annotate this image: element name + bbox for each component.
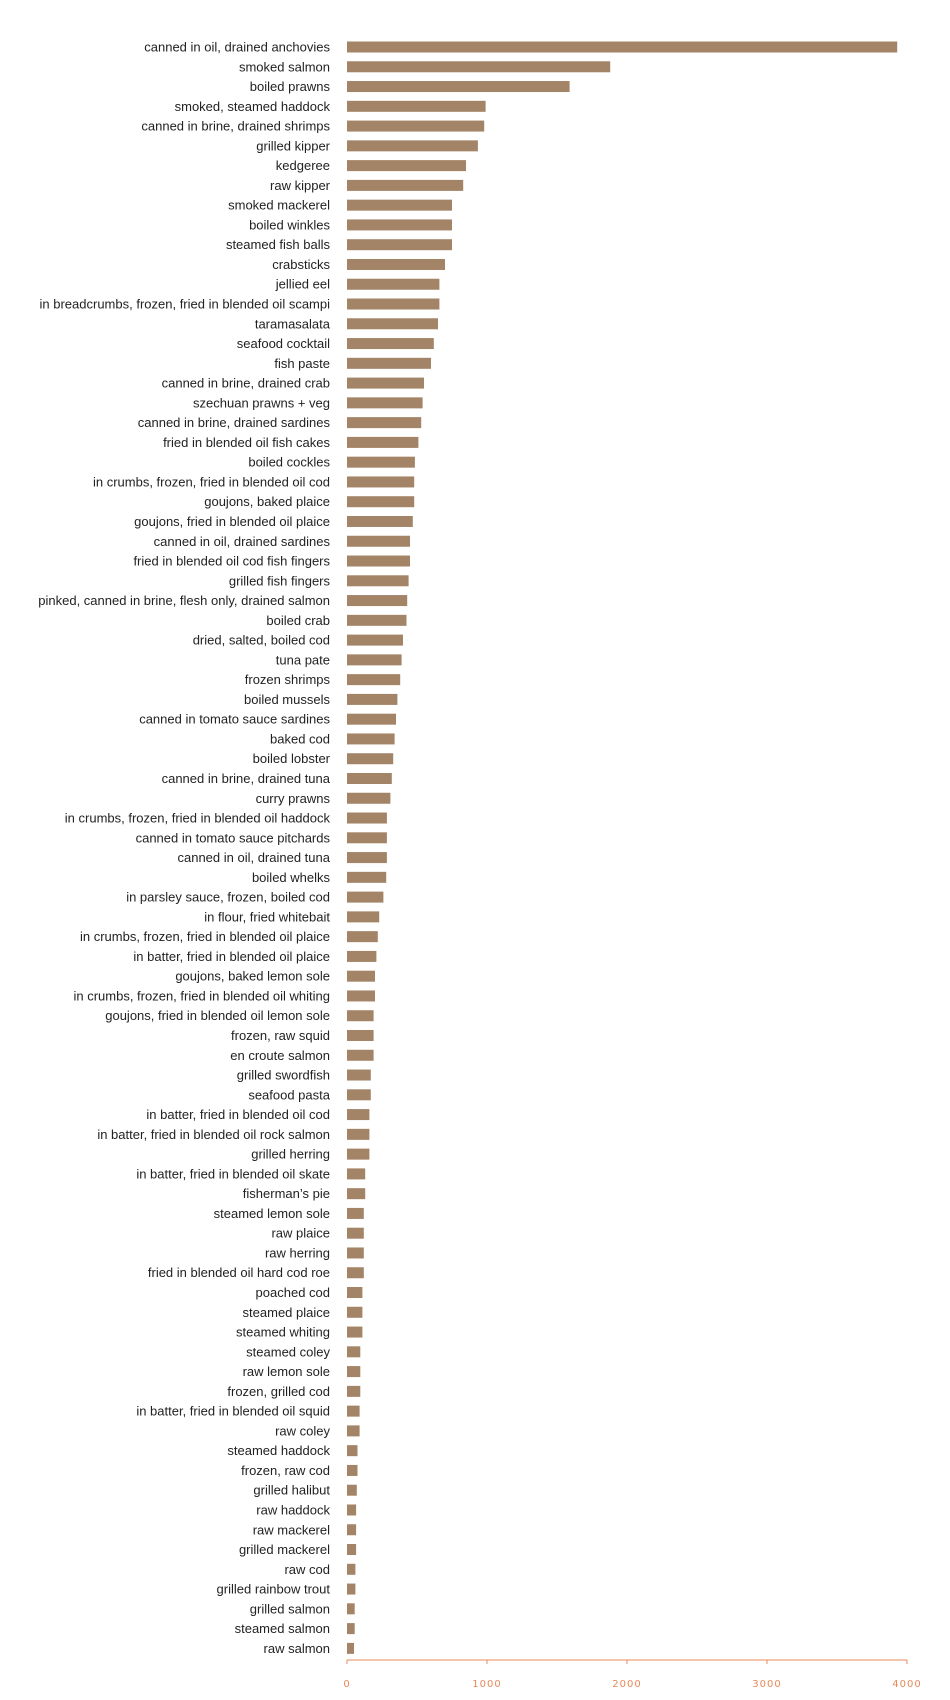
bar [347, 753, 393, 764]
category-label: raw herring [264, 1245, 330, 1261]
category-label: steamed whiting [236, 1324, 330, 1340]
bar [347, 42, 897, 53]
bar [347, 615, 407, 626]
category-label: in batter, fried in blended oil rock salmon [97, 1126, 330, 1142]
category-label: fried in blended oil hard cod roe [147, 1265, 330, 1281]
bar [347, 160, 466, 171]
bar [347, 1623, 355, 1634]
bar [347, 773, 392, 784]
category-label: in crumbs, frozen, fried in blended oil haddock [64, 810, 330, 826]
category-label: fried in blended oil cod fish fingers [133, 553, 330, 569]
category-label: canned in oil, drained tuna [177, 850, 330, 866]
category-label: raw lemon sole [242, 1364, 330, 1380]
category-label: raw salmon [263, 1640, 330, 1656]
category-label: raw coley [275, 1423, 330, 1439]
category-label: goujons, fried in blended oil plaice [134, 513, 330, 529]
category-label: taramasalata [254, 316, 330, 332]
category-label: en croute salmon [230, 1047, 330, 1063]
category-label: grilled mackerel [238, 1542, 330, 1558]
bar [347, 1643, 354, 1654]
bar [347, 239, 452, 250]
x-tick-label: 4000 [892, 1679, 922, 1690]
category-label: steamed lemon sole [213, 1205, 330, 1221]
x-tick-label: 3000 [752, 1679, 782, 1690]
category-label: raw kipper [270, 177, 330, 193]
category-label: in batter, fried in blended oil skate [136, 1166, 330, 1182]
category-label: canned in oil, drained sardines [153, 533, 330, 549]
bar [347, 931, 378, 942]
bar [347, 911, 379, 922]
category-label: seafood pasta [248, 1087, 330, 1103]
bar [347, 140, 478, 151]
x-tick-label: 1000 [472, 1679, 502, 1690]
category-label: grilled herring [251, 1146, 330, 1162]
category-label: steamed haddock [227, 1443, 330, 1459]
category-label: goujons, baked lemon sole [175, 968, 330, 984]
category-label: boiled prawns [249, 79, 330, 95]
category-label: frozen shrimps [244, 672, 330, 688]
bar [347, 1030, 374, 1041]
bar [347, 1366, 360, 1377]
bar [347, 457, 415, 468]
category-label: boiled whelks [251, 869, 330, 885]
bar [347, 1445, 358, 1456]
bar [347, 397, 423, 408]
category-label: dried, salted, boiled cod [192, 632, 330, 648]
bar [347, 1208, 364, 1219]
category-label: seafood cocktail [236, 336, 330, 352]
category-label: canned in tomato sauce pitchards [135, 830, 330, 846]
bars-group [347, 42, 897, 1654]
bar [347, 1188, 365, 1199]
category-label: steamed plaice [242, 1304, 330, 1320]
bar [347, 556, 410, 567]
category-label: steamed fish balls [225, 237, 330, 253]
category-label: raw plaice [271, 1225, 330, 1241]
bar [347, 378, 424, 389]
x-axis [343, 1660, 921, 1690]
category-label: raw cod [284, 1561, 330, 1577]
category-label: canned in brine, drained crab [161, 375, 330, 391]
category-label: smoked salmon [238, 59, 330, 75]
bar [347, 714, 396, 725]
bar [347, 536, 410, 547]
bar [347, 1386, 360, 1397]
bar [347, 358, 431, 369]
bar [347, 733, 395, 744]
bar [347, 595, 407, 606]
bar [347, 1247, 364, 1258]
category-label: fisherman’s pie [242, 1186, 330, 1202]
bar [347, 1228, 364, 1239]
bar [347, 299, 439, 310]
bar [347, 1070, 371, 1081]
category-label: grilled kipper [256, 138, 330, 154]
category-label: smoked, steamed haddock [174, 98, 330, 114]
category-label: in crumbs, frozen, fried in blended oil plaice [79, 929, 330, 945]
bar [347, 121, 484, 132]
bar [347, 1129, 369, 1140]
category-label: raw mackerel [252, 1522, 330, 1538]
bar [347, 1564, 355, 1575]
bar [347, 852, 387, 863]
bar [347, 417, 421, 428]
category-label: steamed salmon [234, 1621, 330, 1637]
category-label: steamed coley [246, 1344, 330, 1360]
category-label: grilled rainbow trout [216, 1581, 330, 1597]
bar [347, 990, 375, 1001]
bar [347, 338, 434, 349]
bar [347, 1287, 362, 1298]
category-label: canned in brine, drained sardines [137, 415, 330, 431]
bar [347, 1089, 371, 1100]
bar [347, 872, 386, 883]
bar [347, 81, 570, 92]
bar [347, 1346, 360, 1357]
bar [347, 1109, 369, 1120]
bar [347, 892, 383, 903]
category-label: goujons, baked plaice [204, 494, 330, 510]
category-labels-group [38, 40, 331, 1656]
category-label: frozen, raw cod [241, 1462, 330, 1478]
category-label: in crumbs, frozen, fried in blended oil whiting [73, 988, 330, 1004]
category-label: goujons, fried in blended oil lemon sole [105, 1008, 330, 1024]
bar [347, 61, 610, 72]
category-label: boiled winkles [249, 217, 330, 233]
bar [347, 575, 409, 586]
bar [347, 1307, 362, 1318]
category-label: raw haddock [256, 1502, 330, 1518]
category-label: in batter, fried in blended oil plaice [133, 948, 330, 964]
category-label: in flour, fried whitebait [204, 909, 330, 925]
bar [347, 101, 486, 112]
bar [347, 1425, 360, 1436]
bar [347, 219, 452, 230]
category-label: canned in oil, drained anchovies [144, 39, 330, 55]
category-label: szechuan prawns + veg [193, 395, 330, 411]
bar [347, 951, 376, 962]
bar [347, 200, 452, 211]
category-label: pinked, canned in brine, flesh only, drained salmon [38, 593, 330, 609]
category-label: tuna pate [275, 652, 330, 668]
bar [347, 1050, 374, 1061]
x-tick-label: 0 [343, 1679, 351, 1690]
category-label: canned in brine, drained shrimps [141, 118, 330, 134]
bar [347, 1010, 374, 1021]
x-tick-label: 2000 [612, 1679, 642, 1690]
category-label: baked cod [270, 731, 330, 747]
category-label: in batter, fried in blended oil cod [146, 1107, 330, 1123]
bar [347, 279, 439, 290]
bar [347, 180, 463, 191]
bar [347, 496, 414, 507]
bar [347, 1267, 364, 1278]
category-label: boiled mussels [244, 691, 330, 707]
bar [347, 1504, 356, 1515]
bar [347, 1327, 362, 1338]
category-label: jellied eel [275, 276, 330, 292]
category-label: kedgeree [275, 158, 330, 174]
category-label: fried in blended oil fish cakes [163, 434, 330, 450]
category-label: frozen, grilled cod [227, 1383, 330, 1399]
bar [347, 635, 403, 646]
bar [347, 793, 390, 804]
category-label: curry prawns [255, 790, 330, 806]
category-label: smoked mackerel [228, 197, 330, 213]
category-label: grilled halibut [253, 1482, 330, 1498]
bar [347, 476, 414, 487]
bar [347, 1524, 356, 1535]
bar [347, 1149, 369, 1160]
category-label: poached cod [255, 1285, 330, 1301]
bar [347, 1603, 355, 1614]
bar [347, 971, 375, 982]
category-label: crabsticks [272, 256, 330, 272]
bar [347, 1406, 360, 1417]
category-label: grilled fish fingers [228, 573, 330, 589]
bar [347, 694, 397, 705]
bar [347, 516, 413, 527]
bar [347, 813, 387, 824]
bar [347, 832, 387, 843]
category-label: grilled swordfish [236, 1067, 330, 1083]
bar [347, 1168, 365, 1179]
category-label: in batter, fried in blended oil squid [136, 1403, 330, 1419]
category-label: in breadcrumbs, frozen, fried in blended oil scampi [39, 296, 330, 312]
bar [347, 1485, 357, 1496]
category-label: boiled lobster [252, 751, 330, 767]
category-label: frozen, raw squid [231, 1028, 330, 1043]
category-label: in crumbs, frozen, fried in blended oil cod [92, 474, 330, 490]
bar [347, 437, 418, 448]
bar [347, 654, 402, 665]
category-label: canned in tomato sauce sardines [139, 711, 330, 727]
category-label: fish paste [274, 355, 330, 371]
bar [347, 1544, 356, 1555]
category-label: grilled salmon [249, 1601, 330, 1617]
category-label: canned in brine, drained tuna [161, 770, 330, 786]
bar [347, 674, 400, 685]
bar [347, 259, 445, 270]
category-label: in parsley sauce, frozen, boiled cod [126, 889, 330, 905]
bar [347, 1584, 355, 1595]
category-label: boiled cockles [248, 454, 330, 470]
category-label: boiled crab [266, 612, 330, 628]
bar [347, 318, 438, 329]
bar [347, 1465, 358, 1476]
